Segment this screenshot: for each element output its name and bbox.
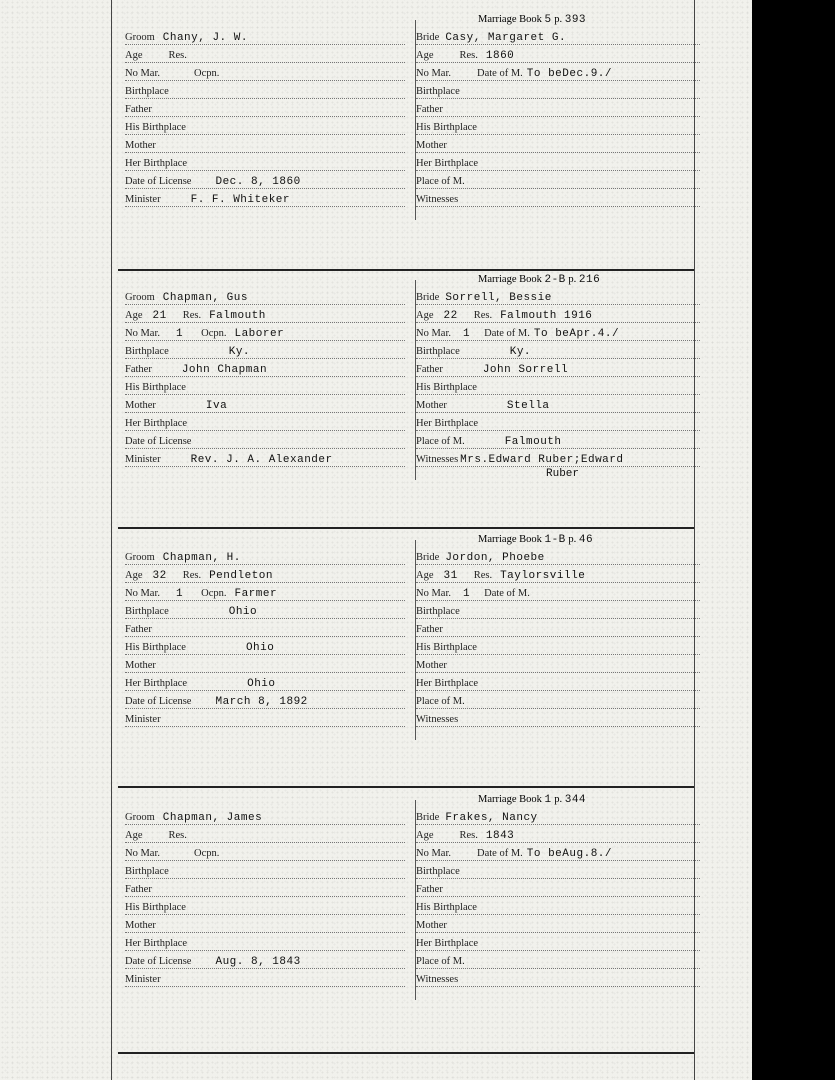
place-of-m-row (416, 696, 700, 712)
place-of-m-label: Place of M. (416, 696, 465, 707)
his-birthplace-row (125, 902, 405, 918)
her-birthplace-label: Her Birthplace (125, 938, 188, 949)
date-of-m-value: To beAug.8./ (526, 848, 612, 860)
minister-label: Minister (125, 454, 161, 465)
no-mar-label: No Mar. (125, 588, 160, 599)
father-row (125, 364, 405, 380)
her-birthplace-row (125, 938, 405, 954)
bride-his-birthplace-row (416, 642, 700, 658)
ocpn-label: Ocpn. (201, 328, 227, 339)
bride-her-birthplace-row (416, 678, 700, 694)
marriage-record (112, 794, 694, 1030)
book-value: 1 (544, 794, 552, 806)
her-birthplace-label: Her Birthplace (125, 418, 188, 429)
ocpn-label: Ocpn. (201, 588, 227, 599)
mother-label: Mother (125, 140, 156, 151)
date-of-m-value: To beDec.9./ (526, 68, 612, 80)
ocpn-label: Ocpn. (194, 848, 220, 859)
marriage-book-label: Marriage Book (478, 14, 542, 25)
mother-label: Mother (416, 400, 447, 411)
bride-no-mar-date-row (416, 328, 700, 344)
bride-column (415, 274, 700, 480)
bride-his-birthplace-row (416, 902, 700, 918)
bride-no-mar-date-row (416, 848, 700, 864)
mother-row (125, 660, 405, 676)
mother-label: Mother (416, 920, 447, 931)
record-divider (118, 269, 694, 271)
bride-res-value: 1843 (485, 830, 515, 842)
date-of-m-label: Date of M. (477, 848, 523, 859)
age-label: Age (416, 310, 434, 321)
bride-mother-row (416, 920, 700, 936)
groom-label: Groom (125, 552, 155, 563)
witnesses-row (416, 714, 700, 730)
groom-row (125, 292, 405, 308)
no-mar-label: No Mar. (416, 588, 451, 599)
witnesses-label: Witnesses (416, 454, 459, 465)
bride-value: Casy, Margaret G. (445, 32, 567, 44)
age-label: Age (125, 830, 143, 841)
marriage-book-ref (478, 274, 600, 286)
age-value: 21 (152, 310, 167, 322)
date-of-m-label: Date of M. (484, 588, 530, 599)
place-of-m-label: Place of M. (416, 956, 465, 967)
page-label: p. (568, 274, 577, 285)
his-birthplace-row (125, 382, 405, 398)
no-mar-ocpn-row (125, 588, 405, 604)
bride-row (416, 812, 700, 828)
date-of-license-row (125, 956, 405, 972)
bride-mother-row (416, 400, 700, 416)
her-birthplace-value: Ohio (247, 678, 276, 690)
bride-birthplace-row (416, 86, 700, 102)
age-label: Age (125, 50, 143, 61)
place-of-m-label: Place of M. (416, 436, 465, 447)
birthplace-label: Birthplace (125, 86, 169, 97)
res-label: Res. (459, 830, 478, 841)
father-label: Father (416, 624, 443, 635)
no-mar-value: 1 (176, 588, 184, 600)
witnesses-continuation: Ruber (546, 468, 580, 480)
mother-label: Mother (125, 660, 156, 671)
birthplace-label: Birthplace (416, 606, 460, 617)
his-birthplace-label: His Birthplace (125, 382, 186, 393)
father-value: John Chapman (181, 364, 268, 376)
bride-age-res-row (416, 570, 700, 586)
groom-value: Chapman, Gus (162, 292, 248, 304)
bride-her-birthplace-row (416, 418, 700, 434)
bride-age-res-row (416, 50, 700, 66)
age-label: Age (125, 310, 143, 321)
age-label: Age (416, 570, 434, 581)
groom-value: Chany, J. W. (162, 32, 248, 44)
bride-no-mar-value: 1 (463, 328, 471, 340)
age-value: 32 (152, 570, 167, 582)
his-birthplace-row (125, 122, 405, 138)
bride-column (415, 534, 700, 740)
her-birthplace-label: Her Birthplace (125, 678, 188, 689)
birthplace-label: Birthplace (416, 86, 460, 97)
bride-row (416, 552, 700, 568)
groom-label: Groom (125, 292, 155, 303)
marriage-book-ref (478, 794, 586, 806)
record-divider (118, 786, 694, 788)
groom-value: Chapman, James (162, 812, 263, 824)
bride-mother-row (416, 660, 700, 676)
bride-her-birthplace-row (416, 938, 700, 954)
page-value: 344 (564, 794, 587, 806)
birthplace-label: Birthplace (125, 606, 169, 617)
bride-no-mar-date-row (416, 68, 700, 84)
mother-row (125, 920, 405, 936)
bride-res-value: 1860 (485, 50, 515, 62)
bride-label: Bride (416, 32, 440, 43)
father-row (125, 884, 405, 900)
her-birthplace-label: Her Birthplace (416, 158, 479, 169)
her-birthplace-row (125, 158, 405, 174)
birthplace-value: Ohio (228, 606, 258, 618)
father-row (125, 104, 405, 120)
no-mar-label: No Mar. (125, 328, 160, 339)
birthplace-row (125, 606, 405, 622)
age-res-row (125, 830, 405, 846)
minister-value: F. F. Whiteker (190, 194, 291, 206)
marriage-book-label: Marriage Book (478, 794, 542, 805)
place-of-m-row (416, 176, 700, 192)
groom-row (125, 552, 405, 568)
ocpn-label: Ocpn. (194, 68, 220, 79)
minister-row (125, 454, 405, 470)
birthplace-label: Birthplace (416, 866, 460, 877)
mother-label: Mother (416, 660, 447, 671)
bride-column (415, 794, 700, 1000)
date-of-license-row (125, 696, 405, 712)
date-of-license-label: Date of License (125, 956, 192, 967)
no-mar-label: No Mar. (416, 68, 451, 79)
place-of-m-row (416, 436, 700, 452)
father-label: Father (125, 364, 152, 375)
res-label: Res. (473, 310, 493, 321)
witnesses-value: Mrs.Edward Ruber;Edward (460, 454, 624, 466)
his-birthplace-label: His Birthplace (416, 382, 477, 393)
groom-row (125, 812, 405, 828)
bride-value: Frakes, Nancy (445, 812, 538, 824)
father-label: Father (416, 104, 443, 115)
bride-birthplace-value: Ky. (509, 346, 532, 358)
place-of-m-row (416, 956, 700, 972)
father-label: Father (125, 104, 152, 115)
no-mar-ocpn-row (125, 68, 405, 84)
her-birthplace-label: Her Birthplace (416, 938, 479, 949)
bride-column (415, 14, 700, 220)
place-of-m-label: Place of M. (416, 176, 465, 187)
bride-mother-value: Stella (506, 400, 550, 412)
res-label: Res. (168, 50, 187, 61)
birthplace-label: Birthplace (125, 866, 169, 877)
bride-age-res-row (416, 310, 700, 326)
groom-row (125, 32, 405, 48)
her-birthplace-row (125, 418, 405, 434)
ocpn-value: Farmer (234, 588, 278, 600)
her-birthplace-row (125, 678, 405, 694)
age-res-row (125, 570, 405, 586)
age-label: Age (125, 570, 143, 581)
bride-her-birthplace-row (416, 158, 700, 174)
bride-father-row (416, 624, 700, 640)
place-of-m-value: Falmouth (504, 436, 562, 448)
bride-label: Bride (416, 552, 440, 563)
res-label: Res. (459, 50, 478, 61)
bride-his-birthplace-row (416, 122, 700, 138)
marriage-record (112, 14, 694, 250)
bride-res-value: Falmouth 1916 (500, 310, 593, 322)
page-value: 393 (564, 14, 587, 26)
record-divider (118, 1052, 694, 1054)
bride-father-row (416, 364, 700, 380)
age-label: Age (416, 830, 434, 841)
minister-row (125, 974, 405, 990)
her-birthplace-label: Her Birthplace (125, 158, 188, 169)
witnesses-row (416, 974, 700, 990)
mother-row (125, 140, 405, 156)
date-of-license-row (125, 176, 405, 192)
birthplace-row (125, 866, 405, 882)
marriage-book-label: Marriage Book (478, 534, 542, 545)
bride-father-row (416, 104, 700, 120)
bride-mother-row (416, 140, 700, 156)
no-mar-label: No Mar. (416, 848, 451, 859)
bride-label: Bride (416, 292, 440, 303)
birthplace-row (125, 346, 405, 362)
witnesses-label: Witnesses (416, 974, 459, 985)
minister-label: Minister (125, 714, 161, 725)
groom-value: Chapman, H. (162, 552, 241, 564)
date-of-license-label: Date of License (125, 176, 192, 187)
bride-his-birthplace-row (416, 382, 700, 398)
witnesses-label: Witnesses (416, 194, 459, 205)
mother-label: Mother (125, 920, 156, 931)
page-value: 46 (578, 534, 594, 546)
bride-father-row (416, 884, 700, 900)
her-birthplace-label: Her Birthplace (416, 418, 479, 429)
minister-label: Minister (125, 194, 161, 205)
age-res-row (125, 50, 405, 66)
date-of-m-label: Date of M. (477, 68, 523, 79)
bride-age-value: 31 (443, 570, 458, 582)
bride-value: Jordon, Phoebe (445, 552, 545, 564)
groom-label: Groom (125, 812, 155, 823)
marriage-book-ref (478, 534, 593, 546)
his-birthplace-label: His Birthplace (416, 902, 477, 913)
no-mar-value: 1 (176, 328, 184, 340)
bride-age-res-row (416, 830, 700, 846)
his-birthplace-label: His Birthplace (125, 642, 186, 653)
father-row (125, 624, 405, 640)
date-of-license-label: Date of License (125, 696, 192, 707)
bride-row (416, 32, 700, 48)
mother-label: Mother (416, 140, 447, 151)
marriage-record (112, 274, 694, 510)
father-label: Father (416, 364, 443, 375)
page-label: p. (568, 534, 577, 545)
minister-row (125, 194, 405, 210)
minister-value: Rev. J. A. Alexander (190, 454, 333, 466)
no-mar-label: No Mar. (125, 848, 160, 859)
father-label: Father (125, 624, 152, 635)
groom-label: Groom (125, 32, 155, 43)
marriage-book-label: Marriage Book (478, 274, 542, 285)
bride-res-value: Taylorsville (500, 570, 586, 582)
no-mar-label: No Mar. (125, 68, 160, 79)
date-of-license-value: Dec. 8, 1860 (215, 176, 301, 188)
res-label: Res. (473, 570, 493, 581)
age-label: Age (416, 50, 434, 61)
marriage-book-ref (478, 14, 586, 26)
birthplace-row (125, 86, 405, 102)
bride-no-mar-value: 1 (463, 588, 471, 600)
mother-row (125, 400, 405, 416)
bride-birthplace-row (416, 866, 700, 882)
bride-father-value: John Sorrell (482, 364, 569, 376)
book-value: 2-B (544, 274, 566, 286)
date-of-m-value: To beApr.4./ (533, 328, 620, 340)
no-mar-label: No Mar. (416, 328, 451, 339)
birthplace-label: Birthplace (416, 346, 460, 357)
page-label: p. (554, 14, 563, 25)
bride-birthplace-row (416, 346, 700, 362)
mother-value: Iva (205, 400, 228, 412)
page-label: p. (554, 794, 563, 805)
book-value: 1-B (544, 534, 566, 546)
father-label: Father (125, 884, 152, 895)
bride-value: Sorrell, Bessie (445, 292, 552, 304)
his-birthplace-value: Ohio (245, 642, 275, 654)
birthplace-label: Birthplace (125, 346, 169, 357)
his-birthplace-label: His Birthplace (125, 122, 186, 133)
witnesses-row (416, 194, 700, 210)
minister-row (125, 714, 405, 730)
page-value: 216 (578, 274, 601, 286)
date-of-license-row (125, 436, 405, 452)
his-birthplace-label: His Birthplace (416, 122, 477, 133)
bride-label: Bride (416, 812, 440, 823)
res-label: Res. (182, 570, 202, 581)
bride-no-mar-date-row (416, 588, 700, 604)
res-label: Res. (168, 830, 187, 841)
no-mar-ocpn-row (125, 328, 405, 344)
witnesses-label: Witnesses (416, 714, 459, 725)
date-of-license-label: Date of License (125, 436, 192, 447)
father-label: Father (416, 884, 443, 895)
his-birthplace-label: His Birthplace (416, 642, 477, 653)
record-divider (118, 527, 694, 529)
date-of-m-label: Date of M. (484, 328, 530, 339)
no-mar-ocpn-row (125, 848, 405, 864)
bride-age-value: 22 (443, 310, 458, 322)
res-value: Falmouth (209, 310, 266, 322)
ocpn-value: Laborer (234, 328, 285, 340)
date-of-license-value: Aug. 8, 1843 (215, 956, 301, 968)
res-label: Res. (182, 310, 202, 321)
bride-birthplace-row (416, 606, 700, 622)
age-res-row (125, 310, 405, 326)
birthplace-value: Ky. (228, 346, 251, 358)
book-value: 5 (544, 14, 552, 26)
res-value: Pendleton (209, 570, 273, 582)
bride-row (416, 292, 700, 308)
her-birthplace-label: Her Birthplace (416, 678, 479, 689)
his-birthplace-row (125, 642, 405, 658)
his-birthplace-label: His Birthplace (125, 902, 186, 913)
date-of-license-value: March 8, 1892 (215, 696, 308, 708)
marriage-record (112, 534, 694, 770)
minister-label: Minister (125, 974, 161, 985)
mother-label: Mother (125, 400, 156, 411)
